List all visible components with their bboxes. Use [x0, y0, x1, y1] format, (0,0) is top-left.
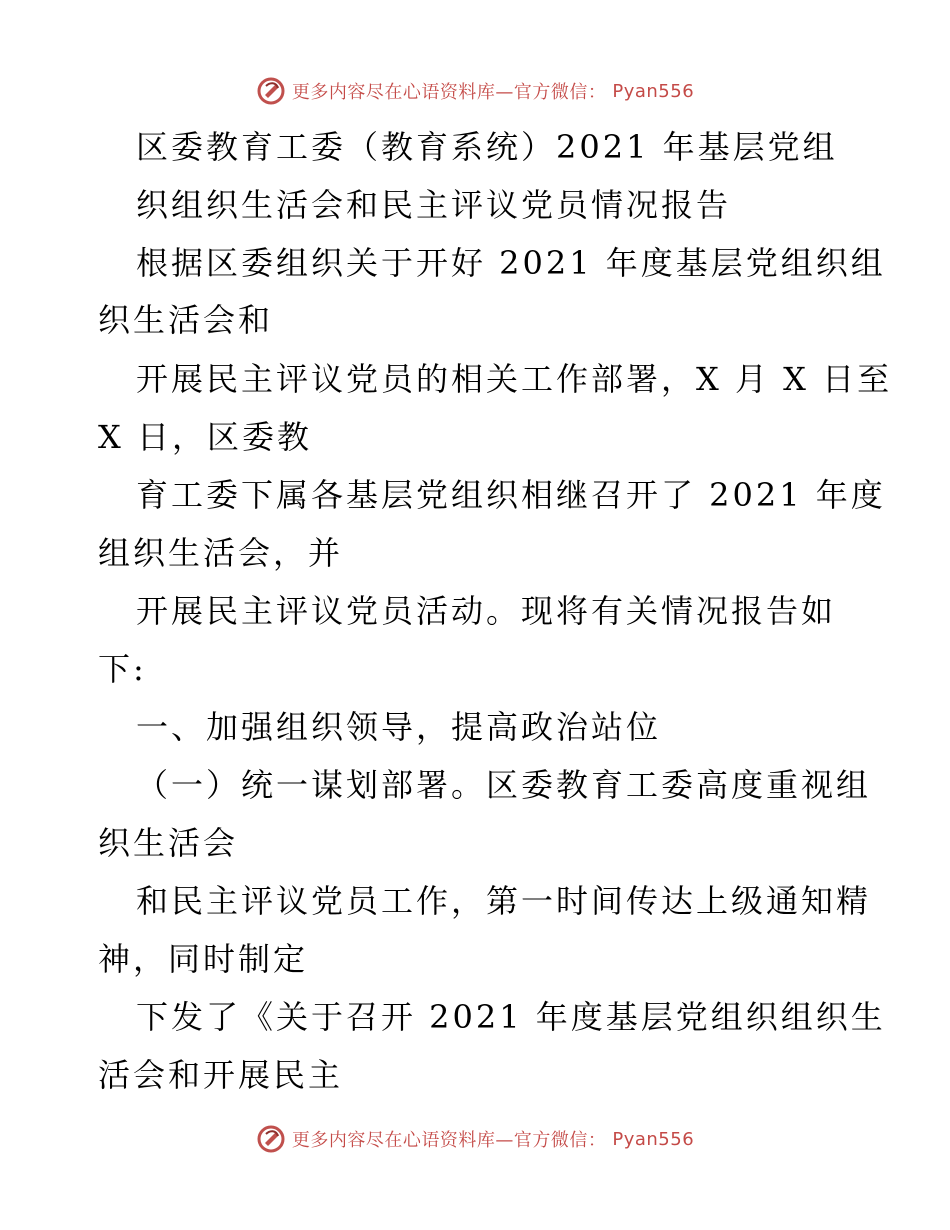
paragraph-line: 组织生活会，并 [98, 534, 344, 572]
watermark-text: 更多内容尽在心语资料库—官方微信： [291, 82, 607, 103]
paragraph-line: 根据区委组织关于开好 2021 年度基层党组织组 [136, 244, 886, 282]
section-heading: 一、加强组织领导，提高政治站位 [136, 708, 662, 746]
paragraph-line: 和民主评议党员工作，第一时间传达上级通知精 [136, 882, 872, 920]
doc-title-line-2: 织组织生活会和民主评议党员情况报告 [136, 186, 732, 224]
brand-logo-icon [256, 76, 286, 106]
paragraph-line: X 日，区委教 [98, 418, 312, 456]
header-watermark [0, 76, 950, 106]
paragraph-line: 织生活会和 [98, 301, 274, 339]
paragraph-line: 开展民主评议党员活动。现将有关情况报告如 [136, 592, 837, 630]
paragraph-line: 下发了《关于召开 2021 年度基层党组织组织生 [136, 998, 886, 1036]
footer-watermark [0, 1124, 950, 1154]
paragraph-line: （一）统一谋划部署。区委教育工委高度重视组 [136, 766, 872, 804]
paragraph-line: 开展民主评议党员的相关工作部署，X 月 X 日至 [136, 360, 893, 398]
watermark-contact: Pyan556 [612, 80, 695, 102]
paragraph-line: 下: [98, 650, 147, 688]
watermark-contact: Pyan556 [612, 1128, 695, 1150]
paragraph-line: 育工委下属各基层党组织相继召开了 2021 年度 [136, 476, 886, 514]
doc-title-line-1: 区委教育工委（教育系统）2021 年基层党组 [136, 128, 838, 166]
paragraph-line: 活会和开展民主 [98, 1056, 344, 1094]
paragraph-line: 织生活会 [98, 824, 239, 862]
brand-logo-icon [256, 1124, 286, 1154]
watermark-text: 更多内容尽在心语资料库—官方微信： [291, 1130, 607, 1151]
paragraph-line: 神，同时制定 [98, 940, 309, 978]
